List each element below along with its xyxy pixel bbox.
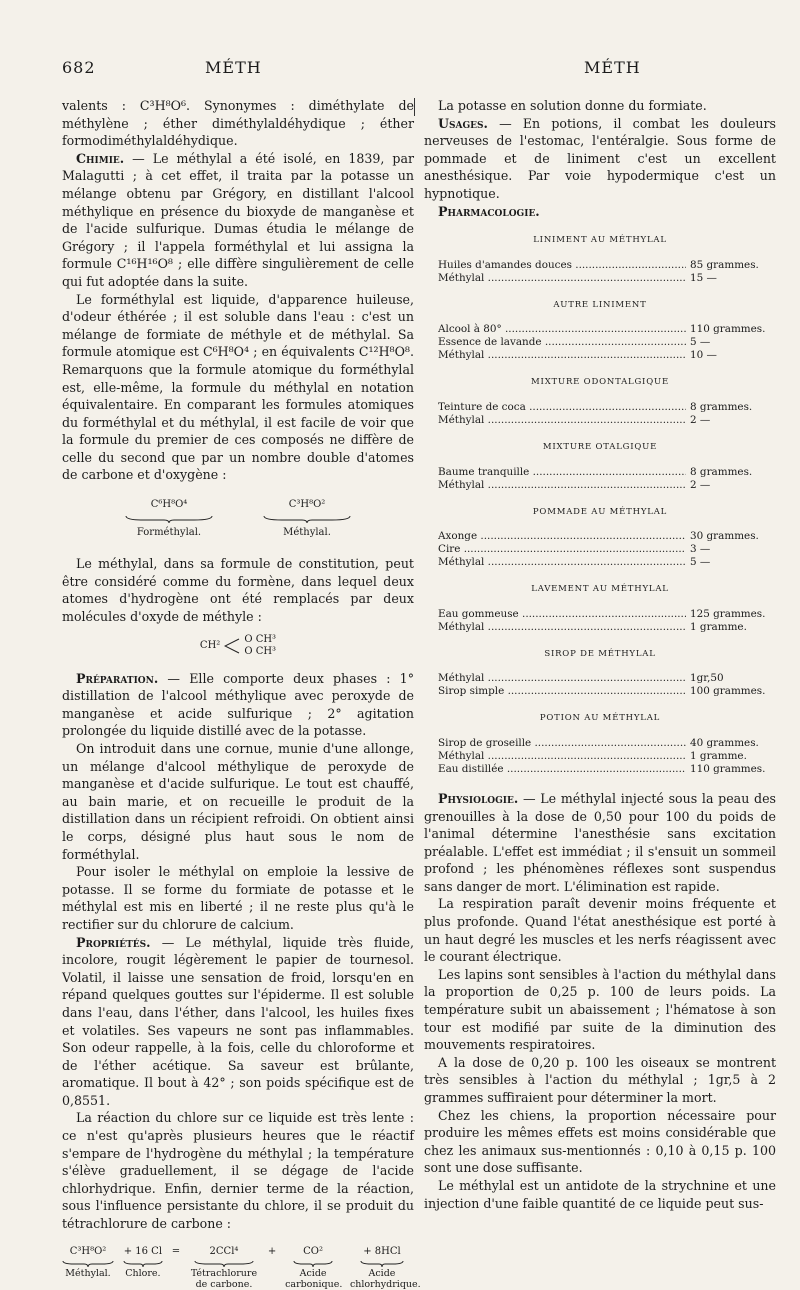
formula-block [438, 710, 766, 776]
structural-formula [62, 634, 414, 658]
formula-block [438, 646, 766, 699]
formula-title: LAVEMENT AU MÉTHYLAL [531, 584, 669, 595]
running-title-left: MÉTH [205, 58, 262, 77]
ingredient-quantity: 40 grammes. [690, 736, 759, 749]
left-column [62, 97, 421, 1290]
formula-label: Forméthylal. [136, 526, 202, 538]
reaction-equation [62, 1243, 421, 1290]
ingredient-line [438, 607, 766, 621]
equation-term [62, 1243, 114, 1290]
ingredient-quantity: 85 grammes. [690, 258, 759, 271]
paragraph: Le méthylal, dans sa formule de constitution, peut être considéré comme du formène, dans lequel deux atomes d'hydrogène ont été remplacés par deux molécules d'oxyde de méthyle : [62, 556, 414, 625]
ingredient-quantity: 2 — [690, 413, 711, 426]
column-mark [414, 98, 415, 116]
formula-methylal [262, 496, 352, 541]
paragraph [424, 115, 776, 203]
ingredient-name: Baume tranquille ..... [438, 466, 686, 479]
formula-block [438, 297, 766, 363]
paragraph: Chez les chiens, la proportion nécessaire pour produire les mêmes effets est moins considérable que chez les animaux sus-mentionnés : 0,10 à 0,15 p. 100 sont une dose suffisante. [424, 1107, 776, 1176]
paragraph: On introduit dans une cornue, munie d'une allonge, un mélange d'alcool méthylique de peroxyde de manganèse et d'acide sulfurique. Le tout est chauffé, au bain marie, et on recueille le produit de la distillation dans un récipient refroidi. On obtient ainsi le corps, désigné plus haut sous le nom de forméthylal. [62, 741, 414, 862]
equation-term [189, 1243, 259, 1290]
paragraph-text: — Le méthylal, liquide très fluide, incolore, rougit légèrement le papier de tournesol. Volatil, il laisse une sensation de froid, lorsqu'en en répand quelques gouttes sur l'épiderme. Il est soluble dans l'eau, dans l'éther, dans l'alcool, les huiles fixes et volatiles. Ses vapeurs ne sont pas inflammables. Son odeur rappelle, à la fois, celle du chloroforme et de l'éther acétique. Sa saveur est brûlante, aromatique. Il bout à 42° ; son poids spécifique est de 0,8551. [62, 934, 414, 1108]
ingredient-line [438, 414, 762, 427]
equation-term-formula: + 8HCl [363, 1245, 401, 1257]
ingredient-name: Sirop simple ..... [438, 685, 686, 698]
equation-term-formula: 2CCl⁴ [209, 1245, 239, 1257]
ingredient-name: Cire ..... [438, 543, 686, 556]
brace-icon [62, 1260, 114, 1268]
formula-block [438, 581, 766, 634]
ingredient-name: Alcool à 80° ..... [438, 323, 686, 336]
ingredient-name: Essence de lavande ..... [438, 336, 686, 349]
ingredient-name: Eau distillée ..... [438, 763, 686, 776]
ingredient-quantity: 10 — [690, 349, 717, 362]
equation-term-formula: C³H⁸O² [69, 1245, 107, 1257]
bond-icon [224, 637, 240, 655]
ingredient-line [438, 750, 762, 763]
paragraph: valents : C³H⁸O⁶. Synonymes : diméthylate de méthylène ; éther diméthylaldéhydique ; éther formodiméthylaldéhydique. [62, 98, 414, 149]
struct-branch-top: O CH³ [244, 633, 277, 645]
paragraph [62, 670, 414, 740]
ingredient-name: Méthylal ..... [438, 414, 686, 427]
formula-block [438, 439, 762, 492]
equation-term-label: Acide carbonique. [285, 1268, 343, 1290]
formula-text: C³H⁸O² [288, 499, 326, 511]
paragraph: Le forméthylal est liquide, d'apparence huileuse, d'odeur éthérée ; il est soluble dans l'eau : c'est un mélange de formiate de méthyle et de méthylal. Sa formule atomique est C⁶H⁸O⁴ ; en équivalents C¹²H⁸O⁸. Remarquons que la formule atomique du forméthylal est, elle-même, la formule du méthylal en notation équivalentaire. En comparant les formules atomiques du forméthylal et du méthylal, il est facile de voir que la formule du premier de ces composés ne diffère de celle du second que par un nombre double d'atomes de carbone et d'oxygène : [62, 291, 414, 483]
equation-term [285, 1243, 341, 1290]
brace-icon [194, 1260, 254, 1268]
ingredient-line [438, 349, 762, 362]
ingredient-line [438, 685, 766, 698]
ingredient-line [438, 556, 762, 569]
paragraph: Le méthylal est un antidote de la strychnine et une injection d'une faible quantité de ce liquide peut sus- [424, 1177, 776, 1211]
paragraph [62, 934, 414, 1110]
equation-term-formula: = [171, 1245, 181, 1257]
ingredient-line [438, 530, 762, 543]
ingredient-quantity: 2 — [690, 478, 711, 491]
section-heading-proprietes: Propriétés. [76, 934, 151, 950]
ingredient-line [438, 737, 762, 750]
ingredient-line [438, 672, 762, 685]
ingredient-name: Sirop de groseille ..... [438, 737, 686, 750]
ingredient-name: Axonge ..... [438, 530, 686, 543]
brace-icon [360, 1260, 404, 1268]
ingredient-quantity: 125 grammes. [690, 607, 766, 620]
section-heading-physiologie: Physiologie. [438, 790, 519, 806]
ingredient-name: Méthylal ..... [438, 672, 686, 685]
ingredient-line [438, 401, 762, 414]
formula-title: SIROP DE MÉTHYLAL [544, 648, 656, 659]
ingredient-quantity: 1 gramme. [690, 749, 747, 762]
paragraph: Les lapins sont sensibles à l'action du méthylal dans la proportion de 0,25 p. 100 de leurs poids. La température subit un abaissement ; l'hématose à son tour est modifié par suite de la diminution des mouvements respiratoires. [424, 966, 776, 1053]
ingredient-quantity: 30 grammes. [690, 530, 759, 543]
ingredient-quantity: 1 gramme. [690, 620, 747, 633]
equation-term-label: Acide chlorhydrique. [349, 1268, 421, 1290]
equation-term [268, 1243, 276, 1290]
ingredient-line [438, 543, 762, 556]
ingredient-name: Méthylal ..... [438, 349, 686, 362]
paragraph: Pour isoler le méthylal on emploie la lessive de potasse. Il se forme du formiate de potasse et le méthylal est mis en liberté ; il ne reste plus qu'à le rectifier sur du chlorure de calcium. [62, 864, 414, 932]
ingredient-name: Eau gommeuse ..... [438, 608, 686, 621]
ingredient-quantity: 5 — [690, 556, 711, 569]
ingredient-name: Méthylal ..... [438, 556, 686, 569]
ingredient-quantity: 15 — [690, 271, 717, 284]
ingredient-name: Méthylal ..... [438, 750, 686, 763]
brace-icon [293, 1260, 333, 1268]
paragraph [424, 790, 776, 896]
equation-term [123, 1243, 163, 1290]
pharmacology-formulas [424, 232, 776, 776]
formula-block [438, 232, 762, 285]
equation-term-label: Chlore. [125, 1268, 161, 1280]
equation-term [172, 1243, 180, 1290]
ingredient-quantity: 8 grammes. [690, 400, 753, 413]
formula-block [438, 374, 762, 427]
formula-text: C⁶H⁸O⁴ [150, 499, 188, 511]
ingredient-quantity: 5 — [690, 336, 711, 349]
ingredient-quantity: 3 — [690, 543, 711, 556]
paragraph [424, 203, 776, 221]
formula-block [438, 504, 762, 570]
ingredient-line [438, 621, 762, 634]
ingredient-name: Méthylal ..... [438, 621, 686, 634]
running-title-right: MÉTH [584, 58, 641, 77]
brace-icon [124, 514, 214, 524]
equation-term [349, 1243, 421, 1290]
formula-title: AUTRE LINIMENT [553, 299, 647, 310]
formula-title: POTION AU MÉTHYLAL [539, 713, 661, 724]
paragraph [62, 150, 414, 291]
section-heading-pharmacologie: Pharmacologie. [438, 203, 540, 219]
formula-title: POMMADE AU MÉTHYLAL [532, 506, 668, 517]
paragraph-text: — Le méthylal injecté sous la peau des grenouilles à la dose de 0,50 pour 100 du poids de l'animal détermine l'anesthésie sans excitation préalable. L'effet est immédiat ; il s'ensuit un sommeil profond ; les phénomènes réflexes sont suspendus sans danger de mort. L'élimination est rapide. [424, 790, 776, 894]
ingredient-quantity: 110 grammes. [690, 323, 766, 336]
paragraph-text: — Le méthylal a été isolé, en 1839, par Malagutti ; à cet effet, il traita par la potasse un mélange obtenu par Grégory, en distillant l'alcool méthylique en présence du bioxyde de manganèse et de l'acide sulfurique. Dumas étudia le mélange de Grégory ; il l'appela forméthylal et lui assigna la formule C¹⁶H¹⁶O⁸ ; elle diffère singulièrement de celle qui fut adoptée dans la suite. [62, 150, 414, 289]
ingredient-line [438, 466, 762, 479]
section-heading-preparation: Préparation. [76, 670, 159, 686]
section-heading-usages: Usages. [438, 115, 488, 131]
ingredient-quantity: 110 grammes. [690, 762, 766, 775]
ingredient-quantity: 1gr,50 [690, 672, 724, 685]
paragraph: La respiration paraît devenir moins fréquente et plus profonde. Quand l'état anesthésique est porté à un haut degré les muscles et les nerfs réagissent avec le courant électrique. [424, 896, 776, 965]
equation-term-formula: CO² [303, 1245, 323, 1257]
ingredient-quantity: 8 grammes. [690, 465, 753, 478]
ingredient-name: Teinture de coca ..... [438, 401, 686, 414]
equation-term-formula: + 16 Cl [123, 1245, 163, 1257]
ingredient-quantity: 100 grammes. [690, 685, 766, 698]
ingredient-name: Méthylal ..... [438, 272, 686, 285]
equation-term-label: Méthylal. [65, 1268, 111, 1280]
brace-icon [123, 1260, 163, 1268]
formula-title: MIXTURE ODONTALGIQUE [531, 377, 669, 388]
paragraph: La potasse en solution donne du formiate. [438, 98, 707, 113]
ingredient-line [438, 272, 762, 285]
page-number: 682 [62, 58, 96, 77]
paragraph: A la dose de 0,20 p. 100 les oiseaux se montrent très sensibles à l'action du méthylal ; 1gr,5 à 2 grammes suffiraient pour déterminer la mort. [424, 1054, 776, 1105]
paragraph: La réaction du chlore sur ce liquide est très lente : ce n'est qu'après plusieurs heures que le réactif s'empare de l'hydrogène du méthylal ; la température s'élève graduellement, il se dégage de l'acide chlorhydrique. Enfin, dernier terme de la réaction, sous l'influence persistante du chlore, il se produit du tétrachlorure de carbone : [62, 1110, 414, 1232]
equation-term-formula: + [267, 1245, 277, 1257]
ingredient-name: Méthylal ..... [438, 479, 686, 492]
struct-core: CH² [199, 639, 221, 651]
formula-title: LINIMENT AU MÉTHYLAL [533, 235, 667, 246]
paragraph-text: — Elle comporte deux phases : 1° distillation de l'alcool méthylique avec peroxyde de manganèse et acide sulfurique ; 2° agitation prolongée du liquide distillé avec de la potasse. [62, 670, 414, 739]
ingredient-line [438, 323, 766, 336]
brace-icon [262, 514, 352, 524]
right-column [424, 97, 776, 1212]
struct-branch-bottom: O CH³ [244, 645, 277, 657]
ingredient-line [438, 336, 762, 349]
ingredient-line [438, 762, 766, 776]
paragraph-text: — En potions, il combat les douleurs nerveuses de l'estomac, l'entéralgie. Sous forme de pommade et de liniment c'est un excellent anesthésique. Par voie hypodermique c'est un hypnotique. [424, 115, 776, 201]
struct-branches [244, 634, 276, 658]
section-heading-chimie: Chimie. [76, 150, 125, 166]
equation-term-label: Tétrachlorure de carbone. [190, 1268, 258, 1290]
ingredient-line [438, 259, 762, 272]
ingredient-line [438, 479, 762, 492]
formula-formethylal [124, 496, 214, 541]
formula-label: Méthylal. [283, 526, 331, 538]
formula-comparison [62, 496, 414, 541]
formula-title: MIXTURE OTALGIQUE [542, 441, 658, 452]
ingredient-name: Huiles d'amandes douces ..... [438, 259, 686, 272]
